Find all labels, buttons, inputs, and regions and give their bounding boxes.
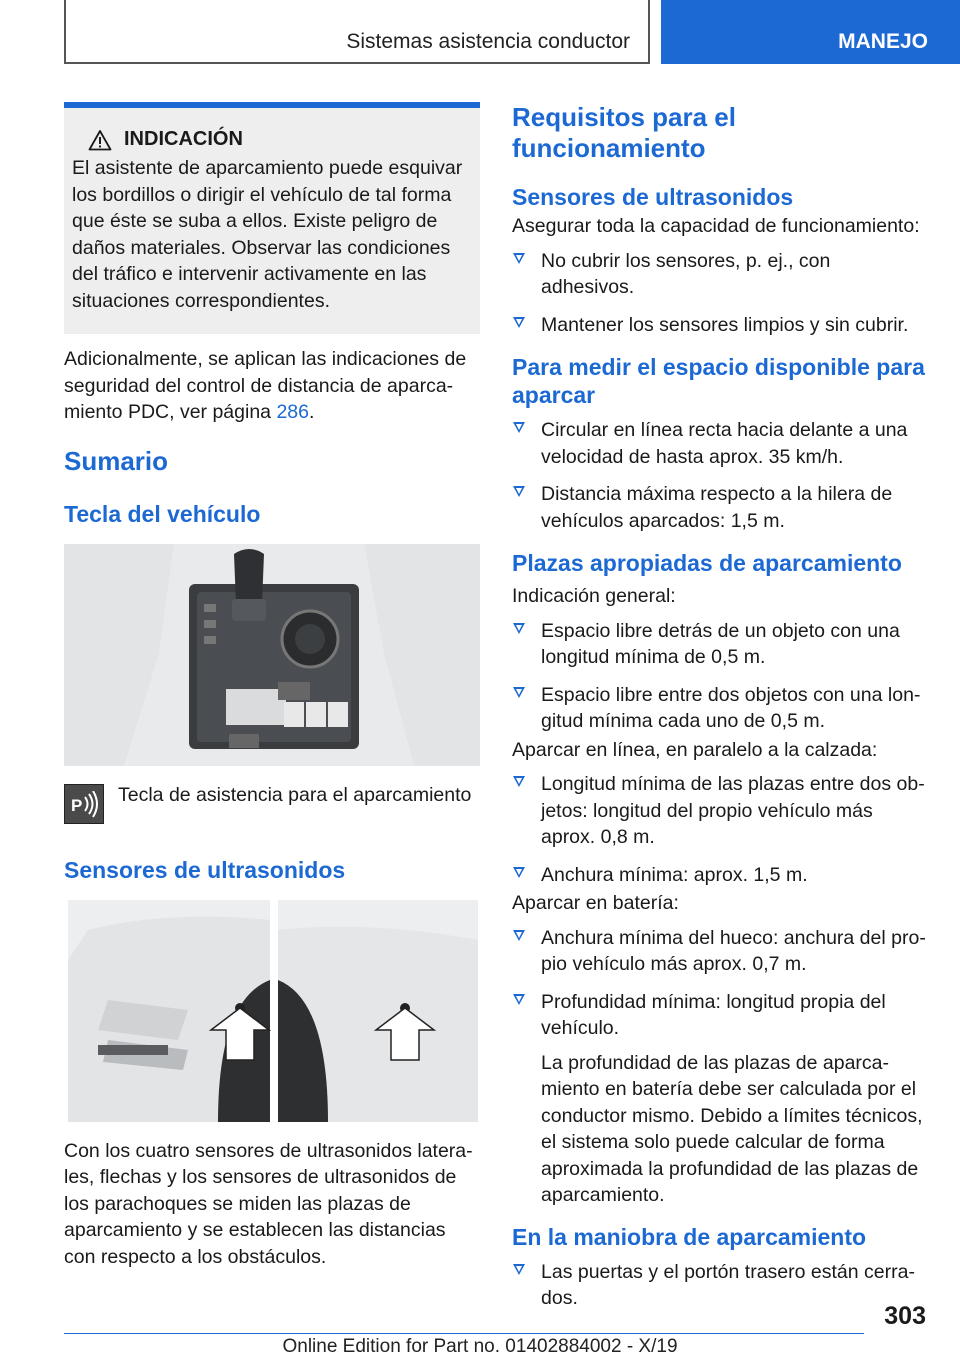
page-link-286[interactable]: 286: [276, 401, 309, 423]
bullet-triangle-icon: [513, 867, 525, 878]
heading-sensores-left: Sensores de ultrasonidos: [64, 856, 346, 883]
list-item: [512, 862, 926, 889]
ultrasonic-sensors-image: [68, 900, 478, 1122]
bullet-triangle-icon: [513, 1264, 525, 1275]
safety-text-end: .: [308, 401, 315, 423]
list-item-text: Circular en línea recta hacia delante a una velocidad de hasta aprox. 35 km/h.: [541, 419, 908, 468]
edition-line: Online Edition for Part no. 01402884002 - X/19: [282, 1336, 678, 1357]
ultrasonic-sensors-illustration: [68, 900, 478, 1122]
plazas-note: La profundidad de las plazas de aparcamiento en batería debe ser calculada por el conductor mismo. Debido a límites técnicos, el sistema solo puede calcular de forma aproximada la profundidad de las plazas de aparcamiento.: [541, 1051, 923, 1206]
plazas-list-bateria: [512, 925, 926, 1209]
plazas-intro-general: Indicación general:: [512, 585, 676, 607]
bullet-triangle-icon: [513, 930, 525, 941]
list-item: [512, 618, 926, 671]
key-caption-row: [64, 780, 480, 824]
notice-box: [64, 102, 480, 334]
plazas-intro-bateria: Aparcar en batería:: [512, 892, 679, 914]
list-item: [512, 481, 926, 534]
heading-sensores-right: Sensores de ultrasonidos: [512, 184, 794, 210]
key-caption: Tecla de asistencia para el aparcamiento: [118, 783, 472, 806]
notice-header: [72, 128, 470, 151]
parking-assistant-icon: [64, 784, 104, 824]
safety-text: Adicionalmente, se aplican las indicaciones de seguridad del control de distancia de aparcamiento PDC, ver página: [64, 348, 467, 423]
svg-text:P: P: [71, 795, 83, 815]
header-section-title: Sistemas asistencia conductor: [346, 30, 630, 53]
heading-sumario: Sumario: [64, 445, 169, 476]
list-item: [512, 248, 926, 301]
medir-list: [512, 417, 926, 534]
list-item-text: Espacio libre detrás de un objeto con una longitud mínima de 0,5 m.: [541, 619, 900, 668]
list-item: [512, 771, 926, 851]
maniobra-list: [512, 1259, 926, 1312]
list-item-text: Anchura mínima del hueco: anchura del propio vehículo más aprox. 0,7 m.: [541, 926, 926, 975]
list-item: [512, 682, 926, 735]
left-column: [64, 102, 480, 1270]
page-number: 303: [884, 1302, 926, 1330]
sensores-list: [512, 248, 926, 339]
notice-text: El asistente de aparcamiento puede esquivar los bordillos o dirigir el vehículo de tal forma que éste se suba a ellos. Existe peligro de daños materiales. Observar las condiciones del tráfico e intervenir activamente en las situaciones correspondientes.: [72, 157, 463, 312]
center-console-illustration: [64, 544, 480, 766]
list-item-text: Espacio libre entre dos objetos con una longitud mínima cada uno de 0,5 m.: [541, 683, 921, 732]
heading-plazas: Plazas apropiadas de aparcamiento: [512, 550, 902, 576]
sensores-intro: Asegurar toda la capacidad de funcionamiento:: [512, 215, 920, 237]
bullet-triangle-icon: [513, 623, 525, 634]
right-column: [512, 102, 926, 1323]
bullet-triangle-icon: [513, 253, 525, 264]
list-item-text: Anchura mínima: aprox. 1,5 m.: [541, 863, 808, 886]
heading-medir: Para medir el espacio disponible para aparcar: [512, 354, 925, 408]
list-item: [512, 1259, 926, 1312]
header-chapter-label: MANEJO: [838, 30, 928, 53]
plazas-list-linea: [512, 771, 926, 888]
notice-title: INDICACIÓN: [124, 128, 243, 150]
plazas-intro-linea: Aparcar en línea, en paralelo a la calzada:: [512, 738, 878, 761]
list-item-text: Longitud mínima de las plazas entre dos objetos: longitud del propio vehículo más aprox. 0,8 m.: [541, 773, 925, 848]
bullet-triangle-icon: [513, 687, 525, 698]
list-item-text: Mantener los sensores limpios y sin cubrir.: [541, 313, 909, 336]
header-chapter-tab: [661, 0, 960, 64]
bullet-triangle-icon: [513, 422, 525, 433]
center-console-image: [64, 544, 480, 766]
warning-triangle-icon: [88, 129, 112, 151]
heading-maniobra: En la maniobra de aparcamiento: [512, 1223, 867, 1250]
sensors-paragraph: Con los cuatro sensores de ultrasonidos laterales, flechas y los sensores de ultrasonidos de los parachoques se miden las plazas de aparcamiento y se establecen las distancias con respecto a los obstáculos.: [64, 1139, 473, 1268]
footer-rule: [64, 1333, 864, 1334]
bullet-triangle-icon: [513, 486, 525, 497]
bullet-triangle-icon: [513, 317, 525, 328]
list-item: [512, 989, 926, 1209]
list-item: [512, 925, 926, 978]
heading-requisitos: Requisitos para el funcionamiento: [512, 102, 736, 163]
list-item-text: Distancia máxima respecto a la hilera de vehículos aparcados: 1,5 m.: [541, 483, 893, 532]
bullet-triangle-icon: [513, 994, 525, 1005]
list-item-text: Las puertas y el portón trasero están cerrados.: [541, 1260, 915, 1309]
heading-tecla-vehiculo: Tecla del vehículo: [64, 500, 261, 527]
list-item: [512, 312, 926, 339]
list-item-text: No cubrir los sensores, p. ej., con adhesivos.: [541, 249, 831, 298]
plazas-list-general: [512, 618, 926, 735]
safety-paragraph: [64, 346, 480, 426]
list-item: [512, 417, 926, 470]
page-header: [0, 0, 960, 66]
list-item-text: Profundidad mínima: longitud propia del vehículo.: [541, 990, 886, 1039]
bullet-triangle-icon: [513, 776, 525, 787]
